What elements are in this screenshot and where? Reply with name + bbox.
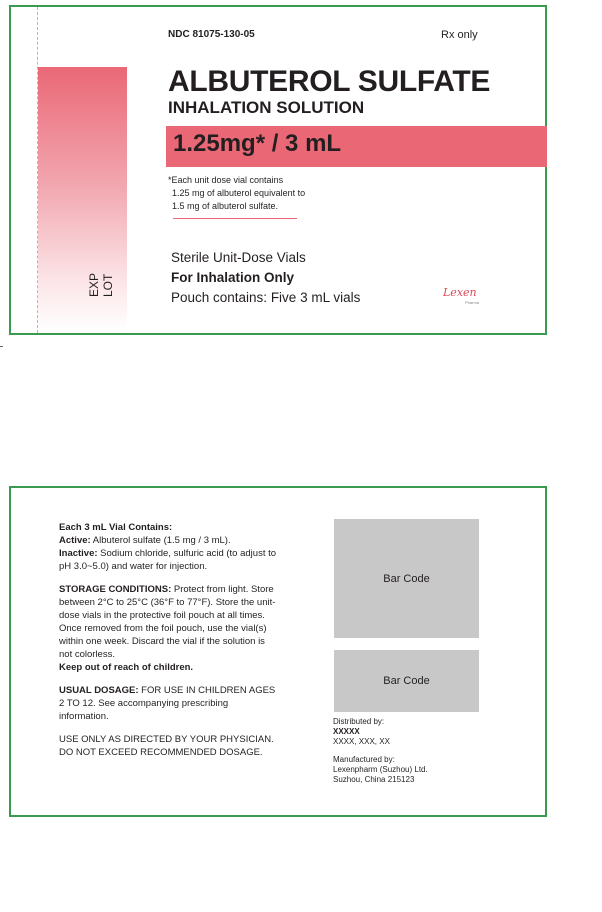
dosage-block (59, 684, 279, 723)
inhalation-only-text: For Inhalation Only (171, 270, 295, 285)
footnote-line-3: 1.5 mg of albuterol sulfate. (172, 201, 279, 211)
contents-block (59, 521, 279, 573)
barcode-placeholder-2 (334, 650, 479, 712)
sterile-vials-text: Sterile Unit-Dose Vials (171, 250, 306, 265)
storage-label: STORAGE CONDITIONS: (59, 584, 172, 595)
exp-label: EXP (87, 272, 101, 297)
pouch-contents-text: Pouch contains: Five 3 mL vials (171, 290, 361, 305)
back-label-panel (9, 486, 547, 817)
ndc-number: NDC 81075-130-05 (168, 29, 255, 40)
rx-only-label: Rx only (441, 29, 478, 41)
footnote-line-2: 1.25 mg of albuterol equivalent to (172, 188, 306, 198)
product-subtitle: INHALATION SOLUTION (168, 98, 365, 117)
barcode-label-1: Bar Code (383, 572, 430, 585)
distributor-name: XXXXX (333, 727, 360, 736)
active-label: Active: (59, 535, 91, 546)
active-text: Albuterol sulfate (1.5 mg / 3 mL). (90, 535, 231, 546)
strength-text: 1.25mg* / 3 mL (173, 130, 342, 157)
vial-contents-column (59, 521, 279, 769)
distributed-label: Distributed by: (333, 717, 385, 726)
manufacturer-name: Lexenpharm (Suzhou) Ltd. (333, 765, 428, 774)
lexen-logo (443, 286, 483, 310)
lot-label: LOT (101, 273, 115, 297)
spacer (333, 747, 428, 755)
manufactured-label: Manufactured by: (333, 755, 395, 764)
inactive-text: Sodium chloride, sulfuric acid (to adjust to pH 3.0~5.0) and water for injection. (59, 548, 277, 572)
directed-line-2: DO NOT EXCEED RECOMMENDED DOSAGE. (59, 747, 263, 758)
logo-subtext: Pharma (465, 300, 480, 305)
storage-text: Protect from light. Store between 2°C to 25°C (36°F to 77°F). Store the unit-dose vials in the protective foil pouch at all times. Once removed from the foil pouch, use the vial(s) within one week. Discard the vial if the solution is not colorless. (59, 584, 276, 660)
distributor-address: XXXX, XXX, XX (333, 737, 390, 746)
barcode-placeholder-1 (334, 519, 479, 638)
footnote-line-1: *Each unit dose vial contains (168, 175, 284, 185)
inactive-label: Inactive: (59, 548, 98, 559)
edge-tick-mark (0, 346, 3, 347)
distributor-info (333, 717, 428, 785)
front-label-panel (9, 5, 547, 335)
contents-heading: Each 3 mL Vial Contains: (59, 522, 173, 533)
dosage-label: USUAL DOSAGE: (59, 685, 139, 696)
dosage-text: FOR USE IN CHILDREN AGES 2 TO 12. See accompanying prescribing information. (59, 685, 276, 722)
exp-lot-area (77, 247, 137, 307)
barcode-label-2: Bar Code (383, 675, 430, 687)
vials-info (171, 248, 360, 308)
footnote-underline (173, 218, 297, 219)
storage-block (59, 583, 279, 674)
product-title: ALBUTEROL SULFATE (168, 65, 491, 98)
directed-line-1: USE ONLY AS DIRECTED BY YOUR PHYSICIAN. (59, 734, 274, 745)
keep-out-warning: Keep out of reach of children. (59, 662, 194, 673)
manufacturer-address: Suzhou, China 215123 (333, 775, 415, 784)
directions-block (59, 733, 279, 759)
logo-text: Lexen (443, 286, 477, 299)
dose-footnote (168, 174, 305, 213)
